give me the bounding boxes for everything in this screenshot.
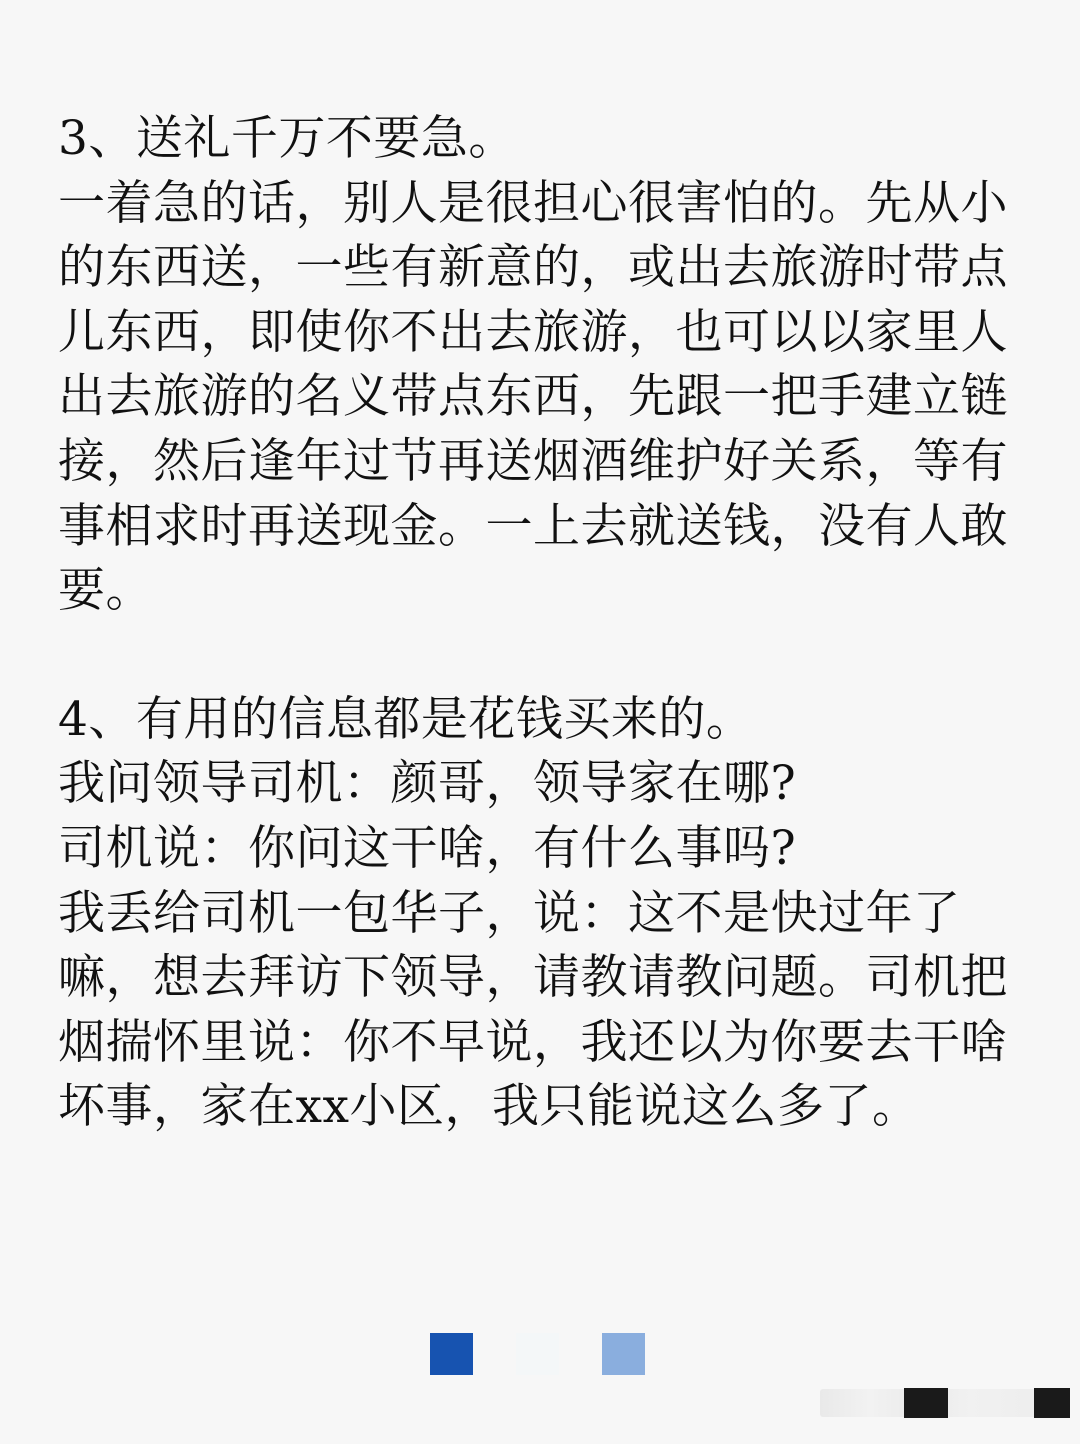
page-indicator: [430, 1333, 650, 1377]
watermark-footer: [820, 1385, 1070, 1421]
indicator-square-mid: [602, 1333, 645, 1375]
section-4: [58, 688, 1008, 1140]
paragraph-line: 我丢给司机一包华子，说：这不是快过年了: [58, 885, 961, 941]
paragraph-line: 嘛，想去拜访下领导，请教请教问题。司机把: [58, 950, 1008, 1006]
paragraph-line: 的东西送，一些有新意的，或出去旅游时带点: [58, 240, 1008, 296]
paragraph-line: 坏事，家在xx小区，我只能说这么多了。: [58, 1079, 920, 1135]
paragraph-line: 我问领导司机：颜哥，领导家在哪?: [58, 756, 797, 812]
indicator-square-light: [516, 1333, 559, 1375]
paragraph-line: 一着急的话，别人是很担心很害怕的。先从小: [58, 175, 1008, 231]
redaction-block: [904, 1388, 948, 1418]
indicator-square-dark: [430, 1333, 473, 1375]
section-3: [58, 107, 1008, 624]
paragraph-line: 接，然后逢年过节再送烟酒维护好关系，等有: [58, 433, 1008, 489]
section-heading: 3、送礼千万不要急。: [58, 111, 516, 166]
paragraph-line: 要。: [58, 563, 153, 619]
paragraph-line: 儿东西，即使你不出去旅游，也可以以家里人: [58, 304, 1008, 360]
paragraph-line: 事相求时再送现金。一上去就送钱，没有人敢: [58, 498, 1008, 554]
paragraph-line: 司机说：你问这干啥，有什么事吗?: [58, 820, 797, 876]
article-body: [58, 107, 1008, 1140]
paragraph-line: 出去旅游的名义带点东西，先跟一把手建立链: [58, 369, 1008, 425]
paragraph-line: 烟揣怀里说：你不早说，我还以为你要去干啥: [58, 1014, 1008, 1070]
section-heading: 4、有用的信息都是花钱买来的。: [58, 691, 754, 747]
redaction-block: [1034, 1388, 1070, 1418]
